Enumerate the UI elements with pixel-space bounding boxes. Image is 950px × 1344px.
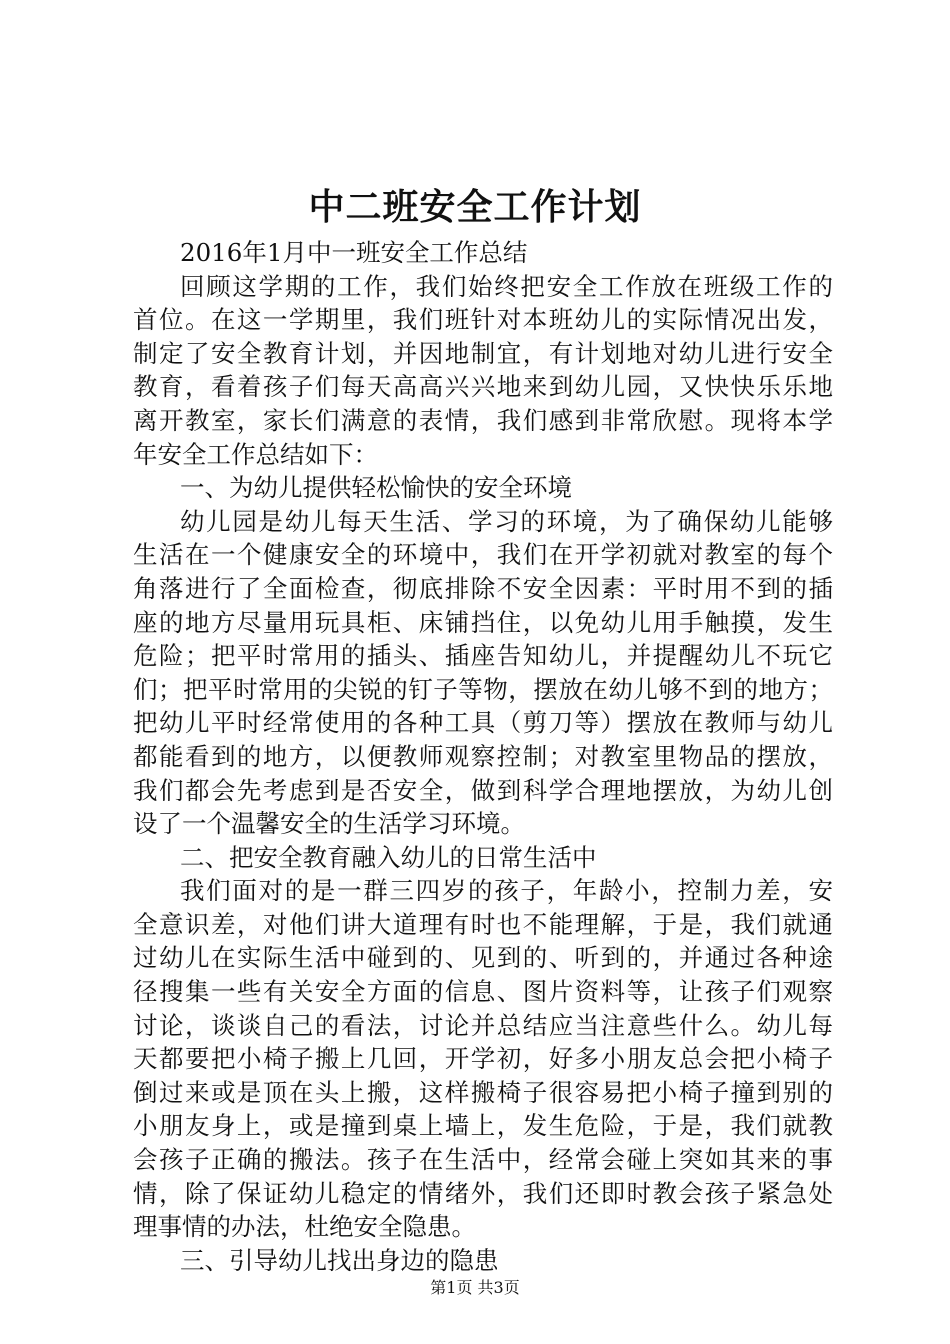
paragraph-line: 回顾这学期的工作，我们始终把安全工作放在班级工作的 [180, 271, 833, 301]
paragraph-line: 都能看到的地方，以便教师观察控制；对教室里物品的摆放， [133, 741, 833, 771]
document-title: 中二班安全工作计划 [308, 186, 642, 228]
paragraph-line: 年安全工作总结如下： [133, 439, 378, 469]
document-body [133, 236, 833, 1277]
paragraph-line: 首位。在这一学期里，我们班针对本班幼儿的实际情况出发， [133, 305, 833, 335]
paragraph-line: 讨论，谈谈自己的看法，讨论并总结应当注意些什么。幼儿每 [133, 1010, 833, 1040]
paragraph-line: 我们都会先考虑到是否安全，做到科学合理地摆放，为幼儿创 [133, 775, 833, 805]
section-heading: 一、为幼儿提供轻松愉快的安全环境 [180, 473, 572, 503]
paragraph-line: 我们面对的是一群三四岁的孩子，年龄小，控制力差，安 [180, 876, 833, 906]
paragraph-line: 生活在一个健康安全的环境中，我们在开学初就对教室的每个 [133, 540, 833, 570]
paragraph-line: 会孩子正确的搬法。孩子在生活中，经常会碰上突如其来的事 [133, 1145, 833, 1175]
page-footer: 第1页 共3页 [430, 1278, 520, 1297]
paragraph-line: 角落进行了全面检查，彻底排除不安全因素：平时用不到的插 [133, 573, 833, 603]
paragraph-line: 过幼儿在实际生活中碰到的、见到的、听到的，并通过各种途 [133, 943, 833, 973]
paragraph-line: 情，除了保证幼儿稳定的情绪外，我们还即时教会孩子紧急处 [133, 1178, 833, 1208]
paragraph-line: 幼儿园是幼儿每天生活、学习的环境，为了确保幼儿能够 [180, 506, 833, 536]
paragraph-line: 危险；把平时常用的插头、插座告知幼儿，并提醒幼儿不玩它 [133, 641, 833, 671]
paragraph-line: 把幼儿平时经常使用的各种工具（剪刀等）摆放在教师与幼儿 [133, 708, 833, 738]
paragraph-line: 倒过来或是顶在头上搬，这样搬椅子很容易把小椅子撞到别的 [133, 1077, 833, 1107]
paragraph-line: 们；把平时常用的尖锐的钉子等物，摆放在幼儿够不到的地方； [133, 674, 833, 704]
paragraph-line: 2016年1月中一班安全工作总结 [180, 238, 528, 267]
section-heading: 二、把安全教育融入幼儿的日常生活中 [180, 842, 597, 872]
paragraph-line: 径搜集一些有关安全方面的信息、图片资料等，让孩子们观察 [133, 977, 833, 1007]
paragraph-line: 天都要把小椅子搬上几回，开学初，好多小朋友总会把小椅子 [133, 1044, 833, 1074]
section-heading: 三、引导幼儿找出身边的隐患 [180, 1245, 499, 1275]
paragraph-line: 教育，看着孩子们每天高高兴兴地来到幼儿园，又快快乐乐地 [133, 372, 833, 402]
paragraph-line: 小朋友身上，或是撞到桌上墙上，发生危险，于是，我们就教 [133, 1111, 833, 1141]
paragraph-line: 制定了安全教育计划，并因地制宜，有计划地对幼儿进行安全 [133, 338, 833, 368]
paragraph-line: 座的地方尽量用玩具柜、床铺挡住，以免幼儿用手触摸，发生 [133, 607, 833, 637]
paragraph-line: 离开教室，家长们满意的表情，我们感到非常欣慰。现将本学 [133, 405, 833, 435]
paragraph-line: 理事情的办法，杜绝安全隐患。 [133, 1212, 476, 1242]
paragraph-line: 全意识差，对他们讲大道理有时也不能理解，于是，我们就通 [133, 909, 833, 939]
paragraph-line: 设了一个温馨安全的生活学习环境。 [133, 809, 525, 839]
